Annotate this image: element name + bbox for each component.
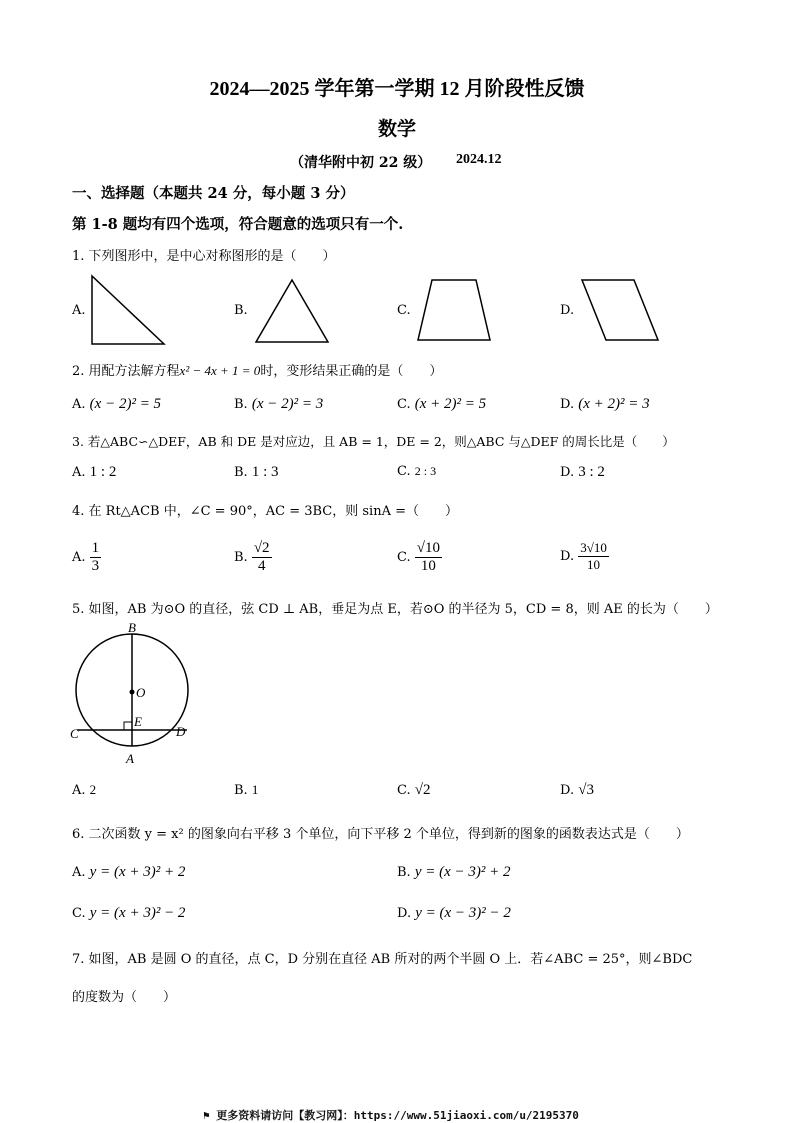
q5-stem: 5. 如图，AB 为⊙O 的直径，弦 CD ⊥ AB，垂足为点 E，若⊙O 的半径为 5，CD = 8，则 AE 的长为（ ）	[72, 602, 718, 617]
q1-option-c-label: C.	[397, 303, 411, 318]
q5-option-d[interactable]: D. √3	[560, 782, 594, 798]
page-title: 2024—2025 学年第一学期 12 月阶段性反馈	[209, 78, 585, 100]
q2-stem	[72, 360, 442, 379]
subject-title: 数学	[377, 118, 416, 140]
label-c: C	[70, 726, 79, 741]
circle-figure	[66, 620, 198, 770]
q4-option-a[interactable]: A. $\frac{1}{3}$	[72, 540, 100, 574]
q4-option-c[interactable]: C. $\frac{√10}{10}$	[397, 540, 440, 574]
q1-option-a-label: A.	[72, 303, 86, 318]
q2-stem-post: 时，变形结果正确的是（ ）	[260, 364, 443, 379]
right-triangle-figure	[88, 272, 168, 348]
label-b: B	[128, 620, 136, 635]
q6-option-d[interactable]: D. y = (x − 3)² − 2	[397, 905, 511, 921]
section-instruction: 第 1-8 题均有四个选项，符合题意的选项只有一个.	[72, 216, 404, 233]
label-d: D	[176, 724, 186, 739]
q1-option-d-label: D.	[560, 303, 575, 318]
q4-option-d[interactable]: D. $\frac{3√10}{10}$	[560, 540, 607, 572]
q3-option-d[interactable]: D. 3 : 2	[560, 464, 605, 480]
q7-stem-line1: 7. 如图，AB 是圆 O 的直径，点 C，D 分别在直径 AB 所对的两个半圆 O 上．若∠ABC = 25°，则∠BDC	[72, 952, 693, 967]
q2-equation: x² − 4x + 1 = 0	[179, 363, 261, 378]
q5-option-a[interactable]: A. 2	[72, 782, 97, 798]
footer-link[interactable]	[203, 1107, 579, 1123]
footer-text: 更多资料请访问【教习网】：https://www.51jiaoxi.com/u/2195370	[216, 1109, 579, 1122]
label-o: O	[136, 685, 146, 700]
q6-option-b[interactable]: B. y = (x − 3)² + 2	[397, 864, 511, 880]
q7-stem-line2: 的度数为（ ）	[72, 990, 177, 1005]
q3-stem: 3. 若△ABC∽△DEF，AB 和 DE 是对应边，且 AB = 1，DE = 2，则△ABC 与△DEF 的周长比是（ ）	[72, 434, 675, 449]
school-info: （清华附中初 22 级）	[290, 155, 432, 171]
q6-option-a[interactable]: A. y = (x + 3)² + 2	[72, 864, 186, 880]
q3-option-c[interactable]: C. 2 : 3	[397, 464, 437, 479]
q3-option-a[interactable]: A. 1 : 2	[72, 464, 117, 480]
q5-option-c[interactable]: C. √2	[397, 782, 431, 798]
label-e: E	[134, 714, 142, 729]
flag-icon: ⚑	[203, 1109, 210, 1122]
q2-option-b[interactable]: B. (x − 2)² = 3	[234, 396, 324, 412]
q2-option-c[interactable]: C. (x + 2)² = 5	[397, 396, 487, 412]
isosceles-triangle-figure	[252, 276, 332, 346]
q2-option-d[interactable]: D. (x + 2)² = 3	[560, 396, 650, 412]
q4-stem: 4. 在 Rt△ACB 中，∠C = 90°，AC = 3BC，则 sinA =（ ）	[72, 504, 458, 519]
center-point	[130, 690, 135, 695]
q3-option-b[interactable]: B. 1 : 3	[234, 464, 279, 480]
q1-option-b-label: B.	[234, 303, 248, 318]
right-angle-mark	[124, 722, 132, 730]
q2-option-a[interactable]: A. (x − 2)² = 5	[72, 396, 162, 412]
exam-date: 2024.12	[456, 152, 502, 167]
trapezoid-figure	[414, 276, 494, 344]
q4-option-b[interactable]: B. $\frac{√2}{4}$	[234, 540, 270, 574]
section-heading: 一、选择题（本题共 24 分，每小题 3 分）	[72, 185, 355, 202]
parallelogram-figure	[578, 276, 662, 344]
q5-option-b[interactable]: B. 1	[234, 782, 259, 798]
q2-stem-pre: 2. 用配方法解方程	[72, 364, 180, 379]
q6-option-c[interactable]: C. y = (x + 3)² − 2	[72, 905, 186, 921]
q1-stem: 1. 下列图形中，是中心对称图形的是（ ）	[72, 249, 336, 264]
q6-stem: 6. 二次函数 y = x² 的图象向右平移 3 个单位，向下平移 2 个单位，得到新的图象的函数表达式是（ ）	[72, 827, 689, 842]
label-a: A	[126, 751, 134, 766]
